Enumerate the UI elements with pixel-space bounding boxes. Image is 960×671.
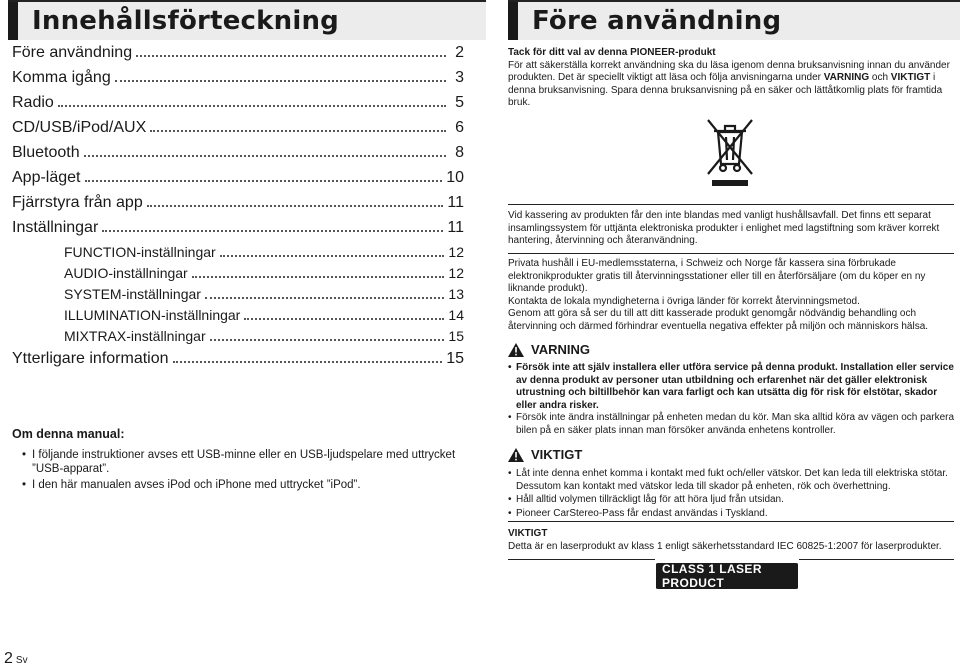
toc-page: 14: [448, 307, 464, 323]
toc-leader: [84, 155, 446, 157]
intro-important-word: VIKTIGT: [890, 72, 931, 83]
toc-label: ILLUMINATION-inställningar: [64, 307, 241, 323]
toc-page: 5: [455, 94, 464, 111]
toc-subentry[interactable]: [12, 286, 464, 307]
weee-crossed-bin-icon: [700, 114, 760, 190]
toc-page: 11: [447, 219, 464, 236]
toc-label: App-läget: [12, 169, 81, 186]
toc-leader: [102, 230, 443, 232]
important-item: • Pioneer CarStereo-Pass får endast användas i Tyskland.: [508, 508, 956, 521]
toc-header: [8, 0, 486, 40]
warning-title: VARNING: [531, 342, 590, 357]
manual-item: • I följande instruktioner avses ett USB-minne eller en USB-ljudspelare med uttrycket ”USB-apparat”.: [22, 448, 472, 476]
toc-leader: [150, 130, 446, 132]
toc-page: 6: [455, 119, 464, 136]
toc-label: Bluetooth: [12, 144, 80, 161]
toc-page: 15: [446, 350, 464, 367]
recycling-info: [508, 258, 956, 333]
toc-page: 11: [447, 194, 464, 211]
toc-entry[interactable]: [12, 119, 464, 144]
laser-notice: [508, 521, 954, 560]
toc-page: 12: [448, 265, 464, 281]
toc-page: 13: [448, 286, 464, 302]
toc-entry[interactable]: [12, 350, 464, 375]
laser-class-label: [655, 563, 799, 589]
toc-subentry[interactable]: [12, 328, 464, 349]
toc-page: 15: [448, 328, 464, 344]
toc-page: 2: [455, 44, 464, 61]
toc-label: Före användning: [12, 44, 133, 61]
warning-item: • Försök inte ändra inställningar på enheten medan du kör. Man ska alltid köra av vägen och parkera bilen på en säker plats innan man försöker använda enhetens kontroller.: [508, 412, 956, 437]
table-of-contents: [12, 44, 464, 375]
toc-page: 10: [446, 169, 464, 186]
toc-leader: [205, 297, 444, 299]
toc-entry[interactable]: [12, 219, 464, 244]
warning-item: • Försök inte att själv installera eller utföra service på denna produkt. Installation eller service av denna produkt av personer utan utbildning och erfarenhet när det gäller elektronisk utrustning och biltillbehör kan vara farligt och kan utsätta dig för risk för elstötar, skador eller andra risker.: [508, 362, 956, 412]
intro-text: [508, 60, 956, 110]
toc-leader: [210, 339, 445, 341]
toc-entry[interactable]: [12, 94, 464, 119]
toc-leader: [58, 105, 446, 107]
toc-title: Innehållsförteckning: [32, 6, 339, 36]
toc-label: MIXTRAX-inställningar: [64, 328, 206, 344]
toc-entry[interactable]: [12, 44, 464, 69]
laser-text: Detta är en laserprodukt av klass 1 enligt säkerhetsstandard IEC 60825-1:2007 för laserprodukter.: [508, 540, 942, 552]
toc-page: 3: [455, 69, 464, 86]
toc-page: 8: [455, 144, 464, 161]
manual-item: • I den här manualen avses iPod och iPhone med uttrycket ”iPod”.: [22, 478, 472, 492]
toc-label: SYSTEM-inställningar: [64, 286, 201, 302]
important-item: • Håll alltid volymen tillräckligt låg för att höra ljud från utsidan.: [508, 494, 956, 507]
important-item: • Låt inte denna enhet komma i kontakt med fukt och/eller vätskor. Det kan leda till elektriska stötar. Dessutom kan kontakt med vätskor leda till skador på enheten, rök och överhettning.: [508, 468, 956, 493]
intro-warn-word: VARNING: [823, 72, 870, 83]
intro: [508, 47, 956, 110]
warning-triangle-icon: [508, 343, 524, 357]
toc-page: 12: [448, 244, 464, 260]
toc-label: AUDIO-inställningar: [64, 265, 188, 281]
toc-leader: [85, 180, 443, 182]
toc-leader: [147, 205, 444, 207]
toc-label: Komma igång: [12, 69, 111, 86]
warning-list-2: [508, 412, 956, 438]
important-heading: [508, 447, 582, 462]
toc-subentry[interactable]: [12, 244, 464, 265]
toc-leader: [220, 255, 445, 257]
toc-leader: [192, 276, 445, 278]
toc-leader: [115, 80, 446, 82]
intro-text-2: i denna bruksanvisning. Spara denna bruksanvisning på en säker och lättåtkomlig plats för framtida bruk.: [508, 72, 943, 108]
header-bar: [8, 2, 18, 40]
toc-leader: [136, 55, 446, 57]
toc-subentry[interactable]: [12, 265, 464, 286]
warning-list: [508, 362, 956, 413]
disposal-text: Vid kassering av produkten får den inte blandas med vanligt hushållsavfall. Det finns ett separat insamlingssystem för uttjänta elektroniska produkter i enlighet med lagstiftning som kräver korrekt hantering, återvinning och återanvändning.: [508, 210, 940, 246]
intro-and: och: [869, 72, 891, 83]
page-number: [4, 650, 28, 668]
page-language: Sv: [15, 655, 28, 666]
toc-label: Ytterligare information: [12, 350, 169, 367]
toc-entry[interactable]: [12, 194, 464, 219]
important-title: VIKTIGT: [531, 447, 583, 462]
section-title: Före användning: [532, 6, 782, 36]
about-manual: [12, 427, 472, 494]
toc-label: Inställningar: [12, 219, 99, 236]
toc-entry[interactable]: [12, 169, 464, 194]
intro-text-1: För att säkerställa korrekt användning ska du läsa igenom denna bruksanvisning innan du använder produkten. Det är speciellt viktigt att läsa och följa anvisningarna under: [508, 59, 950, 83]
manual-title: Om denna manual:: [12, 427, 125, 441]
toc-label: FUNCTION-inställningar: [64, 244, 216, 260]
toc-label: Radio: [12, 94, 54, 111]
laser-label-text: CLASS 1 LASER PRODUCT: [655, 559, 799, 593]
disposal-notice: [508, 204, 954, 254]
toc-subentry[interactable]: [12, 307, 464, 328]
page-number-value: 2: [4, 650, 13, 667]
toc-entry[interactable]: [12, 69, 464, 94]
header-bar: [508, 2, 518, 40]
laser-title: VIKTIGT: [508, 528, 548, 539]
toc-leader: [244, 318, 444, 320]
intro-title: Tack för ditt val av denna PIONEER-produkt: [508, 47, 716, 58]
recycling-para: Genom att göra så ser du till att ditt kasserade produkt genomgår nödvändig behandling och återvinning och därmed förhindrar eventuella negativa effekter på miljön och människors hälsa.: [508, 308, 929, 332]
recycling-para: Privata hushåll i EU-medlemsstaterna, i Schweiz och Norge får kassera sina förbrukade elektronikprodukter gratis till återvinningsstationer eller till en återförsäljare (om du köper en ny liknande produkt).: [508, 258, 926, 294]
warning-triangle-icon: [508, 448, 524, 462]
toc-label: Fjärrstyra från app: [12, 194, 143, 211]
section-header: [508, 0, 960, 40]
important-list: [508, 468, 956, 521]
toc-leader: [173, 361, 443, 363]
toc-entry[interactable]: [12, 144, 464, 169]
toc-label: CD/USB/iPod/AUX: [12, 119, 147, 136]
warning-heading: [508, 342, 590, 357]
recycling-para: Kontakta de lokala myndigheterna i övriga länder för korrekt återvinningsmetod.: [508, 295, 860, 307]
